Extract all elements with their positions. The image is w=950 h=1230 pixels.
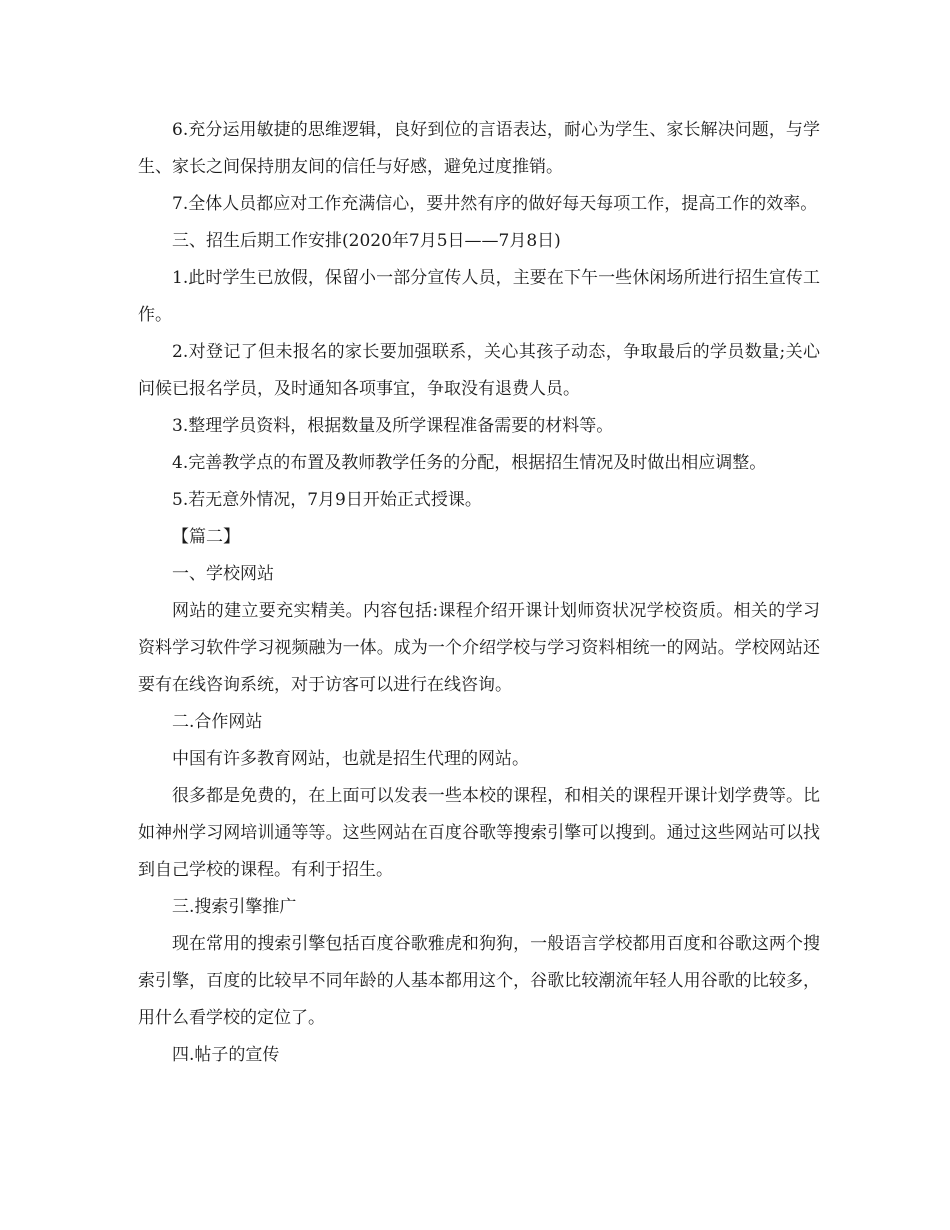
paragraph-later-item-1: 1.此时学生已放假，保留小一部分宣传人员，主要在下午一些休闲场所进行招生宣传工作。 <box>138 268 820 325</box>
paragraph-later-item-4: 4.完善教学点的布置及教师教学任务的分配，根据招生情况及时做出相应调整。 <box>172 453 767 473</box>
paragraph-item-7: 7.全体人员都应对工作充满信心，要井然有序的做好每天每项工作，提高工作的效率。 <box>172 194 818 214</box>
paragraph-partner-websites-2: 很多都是免费的，在上面可以发表一些本校的课程，和相关的课程开课计划学费等。比如神州学习网培训通等等。这些网站在百度谷歌等搜索引擎可以搜到。通过这些网站可以找到自己学校的课程。有利于招生。 <box>138 786 820 880</box>
paragraph-later-item-5: 5.若无意外情况，7月9日开始正式授课。 <box>172 490 482 510</box>
section-heading-school-website: 一、学校网站 <box>172 564 274 584</box>
paragraph-partner-websites-1: 中国有许多教育网站，也就是招生代理的网站。 <box>172 749 529 769</box>
paragraph-later-item-2: 2.对登记了但未报名的家长要加强联系，关心其孩子动态，争取最后的学员数量;关心问候已报名学员，及时通知各项事宜，争取没有退费人员。 <box>138 342 820 399</box>
part-two-heading: 【篇二】 <box>172 527 240 547</box>
document-body <box>138 112 820 1074</box>
section-heading-post-promotion: 四.帖子的宣传 <box>172 1045 280 1065</box>
section-heading-search-engine: 三.搜索引擎推广 <box>172 897 297 917</box>
section-heading-later-stage: 三、招生后期工作安排(2020年7月5日——7月8日) <box>172 231 561 251</box>
paragraph-search-engine: 现在常用的搜索引擎包括百度谷歌雅虎和狗狗，一般语言学校都用百度和谷歌这两个搜索引擎，百度的比较早不同年龄的人基本都用这个，谷歌比较潮流年轻人用谷歌的比较多，用什么看学校的定位了。 <box>138 934 820 1028</box>
paragraph-school-website: 网站的建立要充实精美。内容包括:课程介绍开课计划师资状况学校资质。相关的学习资料学习软件学习视频融为一体。成为一个介绍学校与学习资料相统一的网站。学校网站还要有在线咨询系统，对于访客可以进行在线咨询。 <box>138 601 820 695</box>
paragraph-item-6: 6.充分运用敏捷的思维逻辑，良好到位的言语表达，耐心为学生、家长解决问题，与学生、家长之间保持朋友间的信任与好感，避免过度推销。 <box>138 120 820 177</box>
section-heading-partner-websites: 二.合作网站 <box>172 712 263 732</box>
paragraph-later-item-3: 3.整理学员资料，根据数量及所学课程准备需要的材料等。 <box>172 416 614 436</box>
